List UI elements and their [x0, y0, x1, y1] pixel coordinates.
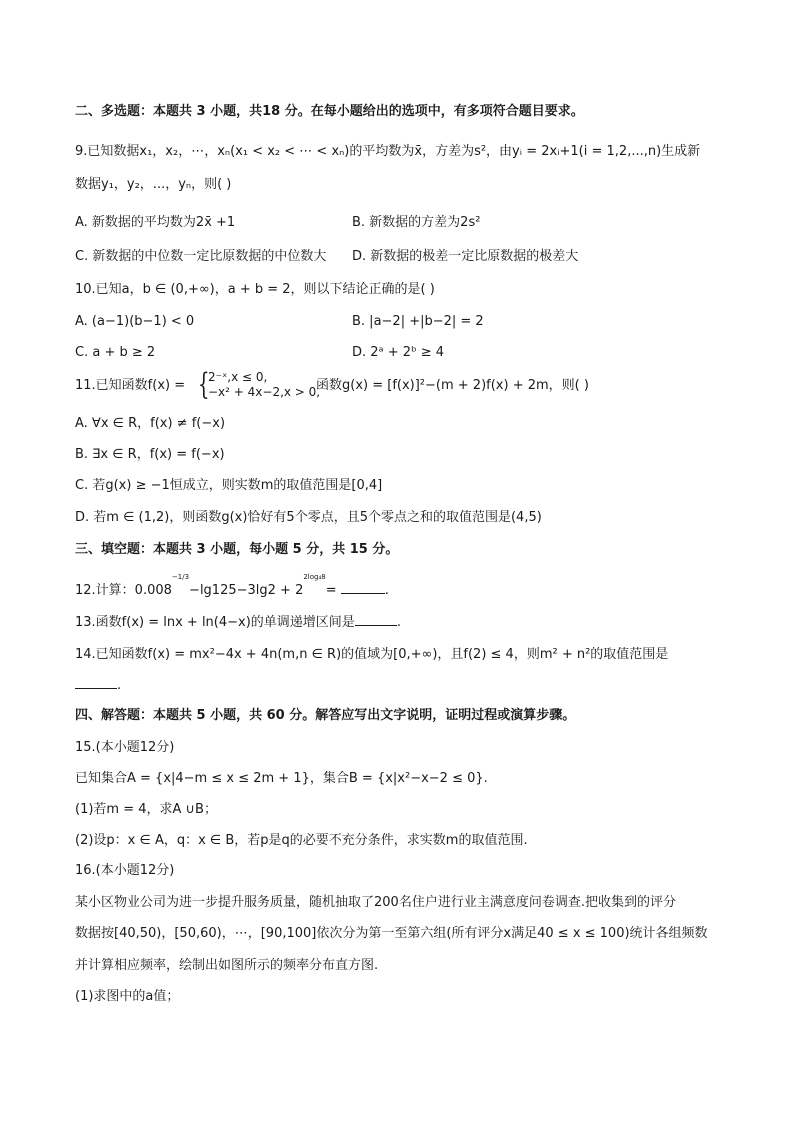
q10-option-c: C. a + b ≥ 2 — [75, 345, 156, 360]
q11-option-d: D. 若m ∈ (1,2)，则函数g(x)恰好有5个零点，且5个零点之和的取值范围是(4,5) — [75, 510, 542, 525]
q11-option-c: C. 若g(x) ≥ −1恒成立，则实数m的取值范围是[0,4] — [75, 478, 383, 493]
q12-end: . — [384, 583, 389, 598]
q13-end: . — [396, 615, 401, 630]
q11-case-1: 2⁻ˣ,x ≤ 0, — [208, 370, 268, 384]
q16-stem-line2: 数据按[40,50)，[50,60)，⋯，[90,100]依次分为第一至第六组(所有评分x满足40 ≤ x ≤ 100)统计各组频数 — [75, 926, 708, 941]
section-answer-heading: 四、解答题：本题共 5 小题，共 60 分。解答应写出文字说明，证明过程或演算步骤。 — [75, 708, 576, 723]
q12-part-c: = — [325, 583, 341, 598]
q12-answer-blank[interactable] — [341, 581, 385, 594]
q9-option-b: B. 新数据的方差为2s² — [352, 215, 481, 230]
q11-stem-suffix: 函数g(x) = [f(x)]²−(m + 2)f(x) + 2m，则( ) — [316, 378, 589, 393]
q16-stem-line3: 并计算相应频率，绘制出如图所示的频率分布直方图. — [75, 958, 379, 973]
q10-option-a: A. (a−1)(b−1) < 0 — [75, 314, 195, 329]
q11-option-b: B. ∃x ∈ R，f(x) = f(−x) — [75, 447, 225, 462]
q13-stem — [75, 613, 401, 632]
q15-part-2: (2)设p：x ∈ A，q：x ∈ B，若p是q的必要不充分条件，求实数m的取值范围. — [75, 833, 528, 848]
q10-stem: 10.已知a，b ∈ (0,+∞)，a + b = 2，则以下结论正确的是( ) — [75, 282, 435, 297]
q12-part-a: 12.计算：0.008 — [75, 583, 172, 598]
q12-exponent-2: 2log₄8 — [303, 572, 326, 581]
q11-piecewise-function — [198, 367, 321, 402]
q14-stem-line2 — [75, 676, 121, 695]
q14-answer-blank[interactable] — [75, 676, 117, 689]
q15-heading: 15.(本小题12分) — [75, 740, 175, 755]
q13-text: 13.函数f(x) = lnx + ln(4−x)的单调递增区间是 — [75, 615, 355, 630]
q13-answer-blank[interactable] — [355, 613, 397, 626]
q16-stem-line1: 某小区物业公司为进一步提升服务质量，随机抽取了200名住户进行业主满意度问卷调查.把收集到的评分 — [75, 895, 676, 910]
q14-end: . — [117, 678, 122, 693]
q9-stem-line2: 数据y₁，y₂，...，yₙ，则( ) — [75, 177, 232, 192]
q11-case-2: −x² + 4x−2,x > 0, — [208, 385, 321, 399]
section-fill-in-heading: 三、填空题：本题共 3 小题，每小题 5 分，共 15 分。 — [75, 542, 399, 557]
piecewise-brace: { — [198, 367, 210, 402]
q9-option-d: D. 新数据的极差一定比原数据的极差大 — [352, 249, 579, 264]
q14-stem-line1: 14.已知函数f(x) = mx²−4x + 4n(m,n ∈ R)的值域为[0,+∞)，且f(2) ≤ 4，则m² + n²的取值范围是 — [75, 647, 669, 662]
q9-option-a: A. 新数据的平均数为2x̄ +1 — [75, 215, 236, 230]
q15-part-1: (1)若m = 4，求A ∪B； — [75, 802, 217, 817]
q16-part-1: (1)求图中的a值； — [75, 989, 180, 1004]
q9-stem-line1: 9.已知数据x₁，x₂，⋯，xₙ(x₁ < x₂ < ⋯ < xₙ)的平均数为x̄，方差为s²，由yᵢ = 2xᵢ+1(i = 1,2,...,n)生成新 — [75, 144, 701, 159]
q12-exponent-1: −1/3 — [171, 572, 190, 581]
q11-option-a: A. ∀x ∈ R，f(x) ≠ f(−x) — [75, 416, 226, 431]
q11-stem-prefix: 11.已知函数f(x) = — [75, 378, 186, 393]
q12-part-b: −lg125−3lg2 + 2 — [189, 583, 304, 598]
q15-stem: 已知集合A = {x|4−m ≤ x ≤ 2m + 1}，集合B = {x|x²−x−2 ≤ 0}. — [75, 771, 488, 786]
q10-option-b: B. |a−2| +|b−2| = 2 — [352, 314, 484, 329]
q9-option-c: C. 新数据的中位数一定比原数据的中位数大 — [75, 249, 327, 264]
q16-heading: 16.(本小题12分) — [75, 863, 175, 878]
q12-stem — [75, 572, 389, 600]
section-multiple-choice-heading: 二、多选题：本题共 3 小题，共18 分。在每小题给出的选项中，有多项符合题目要求。 — [75, 104, 584, 119]
q10-option-d: D. 2ᵃ + 2ᵇ ≥ 4 — [352, 345, 445, 360]
